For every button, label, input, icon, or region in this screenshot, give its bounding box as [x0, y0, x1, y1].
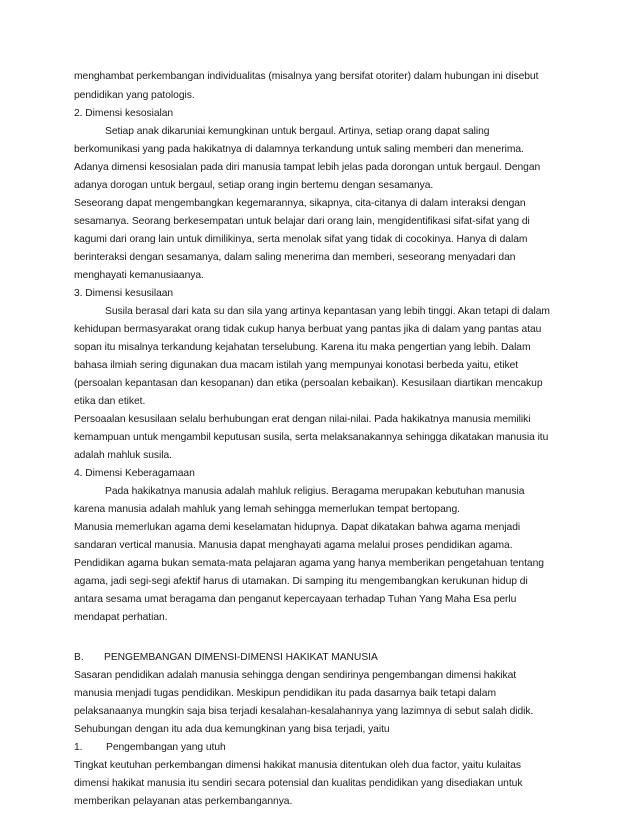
paragraph-line: karena manusia adalah mahluk yang lemah sehingga memerlukan tempat bertopang.: [74, 504, 460, 515]
paragraph-line: Pendidikan agama bukan semata-mata pelajaran agama yang hanya memberikan pengetahuan tentang: [74, 558, 544, 569]
section-b-title: PENGEMBANGAN DIMENSI-DIMENSI HAKIKAT MANUSIA: [104, 652, 378, 663]
item-1-number: 1.: [74, 742, 83, 753]
paragraph-line: kemampuan untuk mengambil keputusan susila, serta melaksanakannya sehingga dikatakan manusia itu: [74, 432, 549, 443]
paragraph-line: bahasa ilmiah sering digunakan dua macam istilah yang mempunyai konotasi berbeda yaitu, etiket: [74, 360, 519, 371]
paragraph-line: Sasaran pendidikan adalah manusia sehingga dengan sendirinya pengembangan dimensi hakikat: [74, 670, 517, 681]
paragraph-line: adalah mahluk susila.: [74, 450, 172, 461]
paragraph-line: menghayati kemanusiaanya.: [74, 270, 204, 281]
paragraph-line: sesamanya. Seorang berkesempatan untuk belajar dari orang lain, mengidentifikasi sifat-sifat yang di: [74, 216, 530, 227]
paragraph-line: kehidupan bermasyarakat orang tidak cukup hanya berbuat yang pantas jika di dalam yang pantas atau: [74, 324, 542, 335]
paragraph-line: Pada hakikatnya manusia adalah mahluk religius. Beragama merupakan kebutuhan manusia: [105, 486, 525, 497]
paragraph-line: antara sesama umat beragama dan penganut kepercayaan terhadap Tuhan Yang Maha Esa perlu: [74, 594, 517, 605]
subheading-dimensi-keberagamaan: 4. Dimensi Keberagamaan: [74, 468, 195, 479]
paragraph-line: Susila berasal dari kata su dan sila yang artinya kepantasan yang lebih tinggi. Akan tetapi di dalam: [105, 306, 550, 317]
paragraph-line: kagumi dari orang lain untuk dimilikinya, serta menolak sifat yang tidak di cocokinya. Hanya di dalam: [74, 234, 528, 245]
subheading-dimensi-kesusilaan: 3. Dimensi kesusilaan: [74, 288, 174, 299]
paragraph-line: Setiap anak dikaruniai kemungkinan untuk bergaul. Artinya, setiap orang dapat saling: [105, 126, 490, 137]
paragraph-line: Persoaalan kesusilaan selalu berhubungan erat dengan nilai-nilai. Pada hakikatnya manusia memiliki: [74, 414, 531, 425]
paragraph-line: pendidikan yang patologis.: [74, 90, 195, 101]
subheading-dimensi-kesosialan: 2. Dimensi kesosialan: [74, 108, 174, 119]
paragraph-line: pelaksanaanya mungkin saja bisa terjadi kesalahan-kesalahannya yang lazimnya di sebut salah didik.: [74, 706, 534, 717]
paragraph-line: Seseorang dapat mengembangkan kegemarannya, sikapnya, cita-citanya di dalam interaksi dengan: [74, 198, 526, 209]
paragraph-line: sandaran vertical manusia. Manusia dapat menghayati agama melalui proses pendidikan agama.: [74, 540, 513, 551]
paragraph-line: (persoalan kepantasan dan kesopanan) dan etika (persoalan kebaikan). Kesusilaan diartikan mencakup: [74, 378, 543, 389]
paragraph-line: dimensi hakikat manusia itu sendiri secara potensial dan kualitas pendidikan yang disediakan untuk: [74, 778, 523, 789]
paragraph-line: etika dan etiket.: [74, 396, 146, 407]
section-b-number: B.: [74, 652, 84, 663]
paragraph-line: Adanya dimensi kesosialan pada diri manusia tampat lebih jelas pada dorongan untuk bergaul. Dengan: [74, 162, 541, 173]
paragraph-line: Tingkat keutuhan perkembangan dimensi hakikat manusia ditentukan oleh dua factor, yaitu kulaitas: [74, 760, 522, 771]
paragraph-line: menghambat perkembangan individualitas (misalnya yang bersifat otoriter) dalam hubungan ini disebut: [74, 71, 539, 82]
paragraph-line: manusia menjadi tugas pendidikan. Meskipun pendidikan itu pada dasarnya baik tetapi dalam: [74, 688, 497, 699]
paragraph-line: memberikan pelayanan atas perkembangannya.: [74, 796, 293, 807]
paragraph-line: Sehubungan dengan itu ada dua kemungkinan yang bisa terjadi, yaitu: [74, 724, 390, 735]
paragraph-line: Manusia memerlukan agama demi keselamatan hidupnya. Dapat dikatakan bahwa agama menjadi: [74, 522, 521, 533]
paragraph-line: sopan itu misalnya terkandung kejahatan terselubung. Karena itu maka pengertian yang lebih. Dalam: [74, 342, 531, 353]
paragraph-line: berinteraksi dengan sesamanya, dalam saling menerima dan memberi, seseorang menyadari dan: [74, 252, 516, 263]
paragraph-line: mendapat perhatian.: [74, 612, 168, 623]
paragraph-line: agama, jadi segi-segi afektif harus di utamakan. Di samping itu mengembangkan kerukunan hidup di: [74, 576, 528, 587]
item-1-title: Pengembangan yang utuh: [106, 742, 226, 753]
paragraph-line: berkomunikasi yang pada hakikatnya di dalamnya terkandung untuk saling memberi dan menerima.: [74, 144, 524, 155]
paragraph-line: adanya dorogan untuk bergaul, setiap orang ingin bertemu dengan sesamanya.: [74, 180, 434, 191]
